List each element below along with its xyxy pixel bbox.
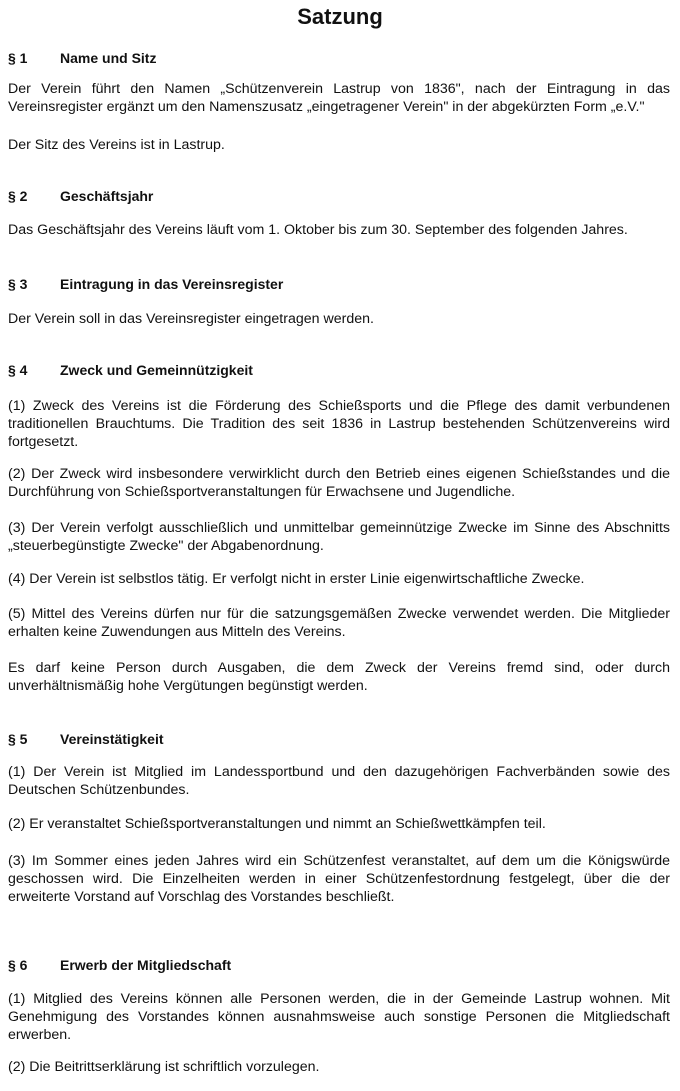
section-title: Zweck und Gemeinnützigkeit: [60, 362, 253, 378]
section-number: § 4: [8, 362, 28, 378]
paragraph: (1) Der Verein ist Mitglied im Landessportbund und den dazugehörigen Fachverbänden sowie des Deutschen Schützenbundes.: [8, 764, 670, 798]
section-title: Erwerb der Mitgliedschaft: [60, 957, 232, 973]
paragraph: (4) Der Verein ist selbstlos tätig. Er verfolgt nicht in erster Linie eigenwirtschaftliche Zwecke.: [8, 571, 585, 587]
paragraph: (2) Der Zweck wird insbesondere verwirklicht durch den Betrieb eines eigenen Schießstandes und die Durchführung von Schießsportveranstaltungen für Erwachsene und Jugendliche.: [8, 466, 670, 500]
section-heading-1: [8, 50, 156, 67]
document-title: Satzung: [297, 4, 383, 29]
section-title: Name und Sitz: [60, 50, 157, 66]
section-heading-2: [8, 188, 153, 205]
section-number: § 6: [8, 957, 28, 973]
paragraph: (5) Mittel des Vereins dürfen nur für die satzungsgemäßen Zwecke verwendet werden. Die Mitglieder erhalten keine Zuwendungen aus Mitteln des Vereins.: [8, 606, 670, 640]
paragraph: (1) Mitglied des Vereins können alle Personen werden, die in der Gemeinde Lastrup wohnen. Mit Genehmigung des Vorstandes können ausnahmsweise auch sonstige Personen die Mitgliedschaft erwerben.: [8, 991, 670, 1043]
paragraph: Der Verein führt den Namen „Schützenverein Lastrup von 1836", nach der Eintragung in das Vereinsregister ergänzt um den Namenszusatz „eingetragener Verein" in der abgekürzten Form „e.V.": [8, 81, 670, 115]
section-heading-3: [8, 276, 283, 293]
section-number: § 3: [8, 276, 28, 292]
paragraph: (3) Im Sommer eines jeden Jahres wird ein Schützenfest veranstaltet, auf dem um die Königswürde geschossen wird. Die Einzelheiten werden in einer Schützenfestordnung festgelegt, über die der erweiterte Vorstand auf Vorschlag des Vorstandes beschließt.: [8, 853, 670, 905]
paragraph: (2) Die Beitrittserklärung ist schriftlich vorzulegen.: [8, 1059, 320, 1075]
paragraph: (1) Zweck des Vereins ist die Förderung des Schießsports und die Pflege des damit verbundenen traditionellen Brauchtums. Die Tradition des seit 1836 in Lastrup bestehenden Schützenvereins wird fortgesetzt.: [8, 398, 670, 450]
section-title: Eintragung in das Vereinsregister: [60, 276, 284, 292]
section-number: § 5: [8, 731, 28, 747]
section-heading-4: [8, 362, 253, 379]
section-heading-6: [8, 957, 231, 974]
paragraph: Es darf keine Person durch Ausgaben, die dem Zweck der Vereins fremd sind, oder durch unverhältnismäßig hohe Vergütungen begünstigt werden.: [8, 660, 670, 694]
section-title: Geschäftsjahr: [60, 188, 154, 204]
paragraph: Der Verein soll in das Vereinsregister eingetragen werden.: [8, 311, 374, 327]
section-number: § 2: [8, 188, 28, 204]
section-number: § 1: [8, 50, 28, 66]
section-heading-5: [8, 731, 164, 748]
paragraph: (2) Er veranstaltet Schießsportveranstaltungen und nimmt an Schießwettkämpfen teil.: [8, 816, 546, 832]
paragraph: Der Sitz des Vereins ist in Lastrup.: [8, 137, 225, 153]
paragraph: Das Geschäftsjahr des Vereins läuft vom 1. Oktober bis zum 30. September des folgenden Jahres.: [8, 222, 628, 238]
paragraph: (3) Der Verein verfolgt ausschließlich und unmittelbar gemeinnützige Zwecke im Sinne des Abschnitts „steuerbegünstigte Zwecke" der Abgabenordnung.: [8, 520, 670, 554]
section-title: Vereinstätigkeit: [60, 731, 164, 747]
